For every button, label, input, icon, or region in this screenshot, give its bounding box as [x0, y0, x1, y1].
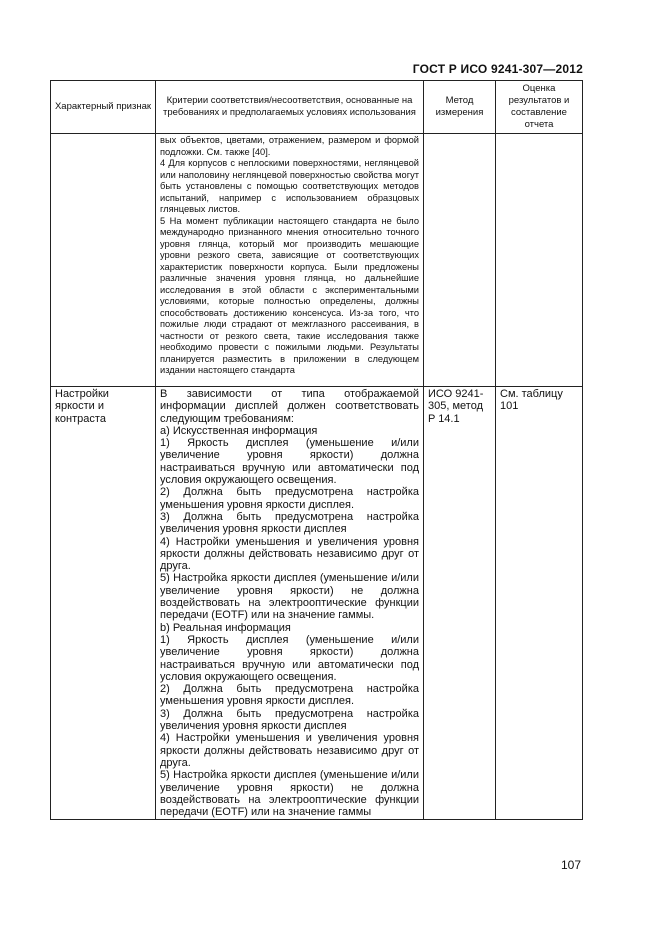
criteria-cell [156, 134, 424, 387]
criteria-item: 1) Яркость дисплея (уменьшение и/или увеличение уровня яркости) должна настраиваться вручную или автоматически под условия окружающего освещения. [160, 633, 419, 683]
column-header-feature: Характерный признак [51, 81, 156, 134]
page-number: 107 [560, 858, 581, 872]
criteria-item: 4) Настройки уменьшения и увеличения уровня яркости должны действовать независимо друг от друга. [160, 535, 419, 573]
table-header-row [51, 81, 583, 134]
table-row [51, 134, 583, 387]
criteria-note-4: 4 Для корпусов с неплоскими поверхностями, неглянцевой или наполовину неглянцевой поверхностью свойства могут быть установлены с помощью соответствующих методов испытаний, например с использованием образцовых глянцевых листов. [160, 158, 419, 214]
criteria-item: a) Искусственная информация [160, 424, 318, 437]
evaluation-cell: См. таблицу 101 [496, 387, 583, 820]
evaluation-cell [496, 134, 583, 387]
criteria-item: 2) Должна быть предусмотрена настройка уменьшения уровня яркости дисплея. [160, 683, 419, 708]
criteria-item: 1) Яркость дисплея (уменьшение и/или увеличение уровня яркости) должна настраиваться вручную или автоматически под условия окружающего освещения. [160, 437, 419, 487]
feature-cell [51, 134, 156, 387]
table-row [51, 387, 583, 820]
criteria-item: 3) Должна быть предусмотрена настройка увеличения уровня яркости дисплея [160, 510, 419, 536]
criteria-note-5: 5 На момент публикации настоящего стандарта не было международно признанного мнения относительно точного уровня глянца, который мог производить мешающие уровни резкого света, зависящие от соответствующих характеристик поверхности корпуса. Были предложены различные значения уровня глянца, но дальнейшие исследования в этой области с экспериментальными условиями, которые полностью определены, должны способствовать достижению консенсуса. Из-за того, что пожилые люди страдают от межглазного рассеивания, в частности от резкого света, такие исследования также необходимо провести с пожилыми людьми. Результаты планируется разместить в приложении в следующем издании настоящего стандарта [160, 215, 419, 375]
method-cell: ИСО 9241-305, метод P 14.1 [424, 387, 496, 820]
criteria-cell [156, 387, 424, 820]
criteria-intro: В зависимости от типа отображаемой информации дисплей должен соответствовать следующим требованиям: [160, 388, 419, 425]
criteria-paragraph: вых объектов, цветами, отражением, размером и формой подложки. См. также [40]. [160, 135, 419, 157]
column-header-method: Метод измерения [424, 81, 496, 134]
requirements-table [50, 80, 583, 820]
criteria-item: 3) Должна быть предусмотрена настройка увеличения уровня яркости дисплея [160, 707, 419, 733]
column-header-criteria: Критерии соответствия/несоответствия, основанные на требованиях и предполагаемых условиях использования [156, 81, 424, 134]
criteria-item: 2) Должна быть предусмотрена настройка уменьшения уровня яркости дисплея. [160, 486, 419, 511]
document-code: ГОСТ Р ИСО 9241-307—2012 [412, 62, 583, 76]
column-header-evaluation: Оценка результатов и составление отчета [496, 81, 583, 134]
criteria-item: b) Реальная информация [160, 621, 291, 634]
criteria-item: 5) Настройка яркости дисплея (уменьшение и/или увеличение уровня яркости) не должна воздействовать на электрооптические функции передачи (EOTF) или на значение гаммы. [160, 572, 419, 622]
criteria-item: 4) Настройки уменьшения и увеличения уровня яркости должны действовать независимо друг от друга. [160, 732, 419, 769]
feature-cell: Настройки яркости и контраста [51, 387, 156, 820]
method-cell [424, 134, 496, 387]
criteria-item: 5) Настройка яркости дисплея (уменьшение и/или увеличение уровня яркости) не должна воздействовать на электрооптические функции передачи (EOTF) или на значение гаммы [160, 769, 419, 819]
